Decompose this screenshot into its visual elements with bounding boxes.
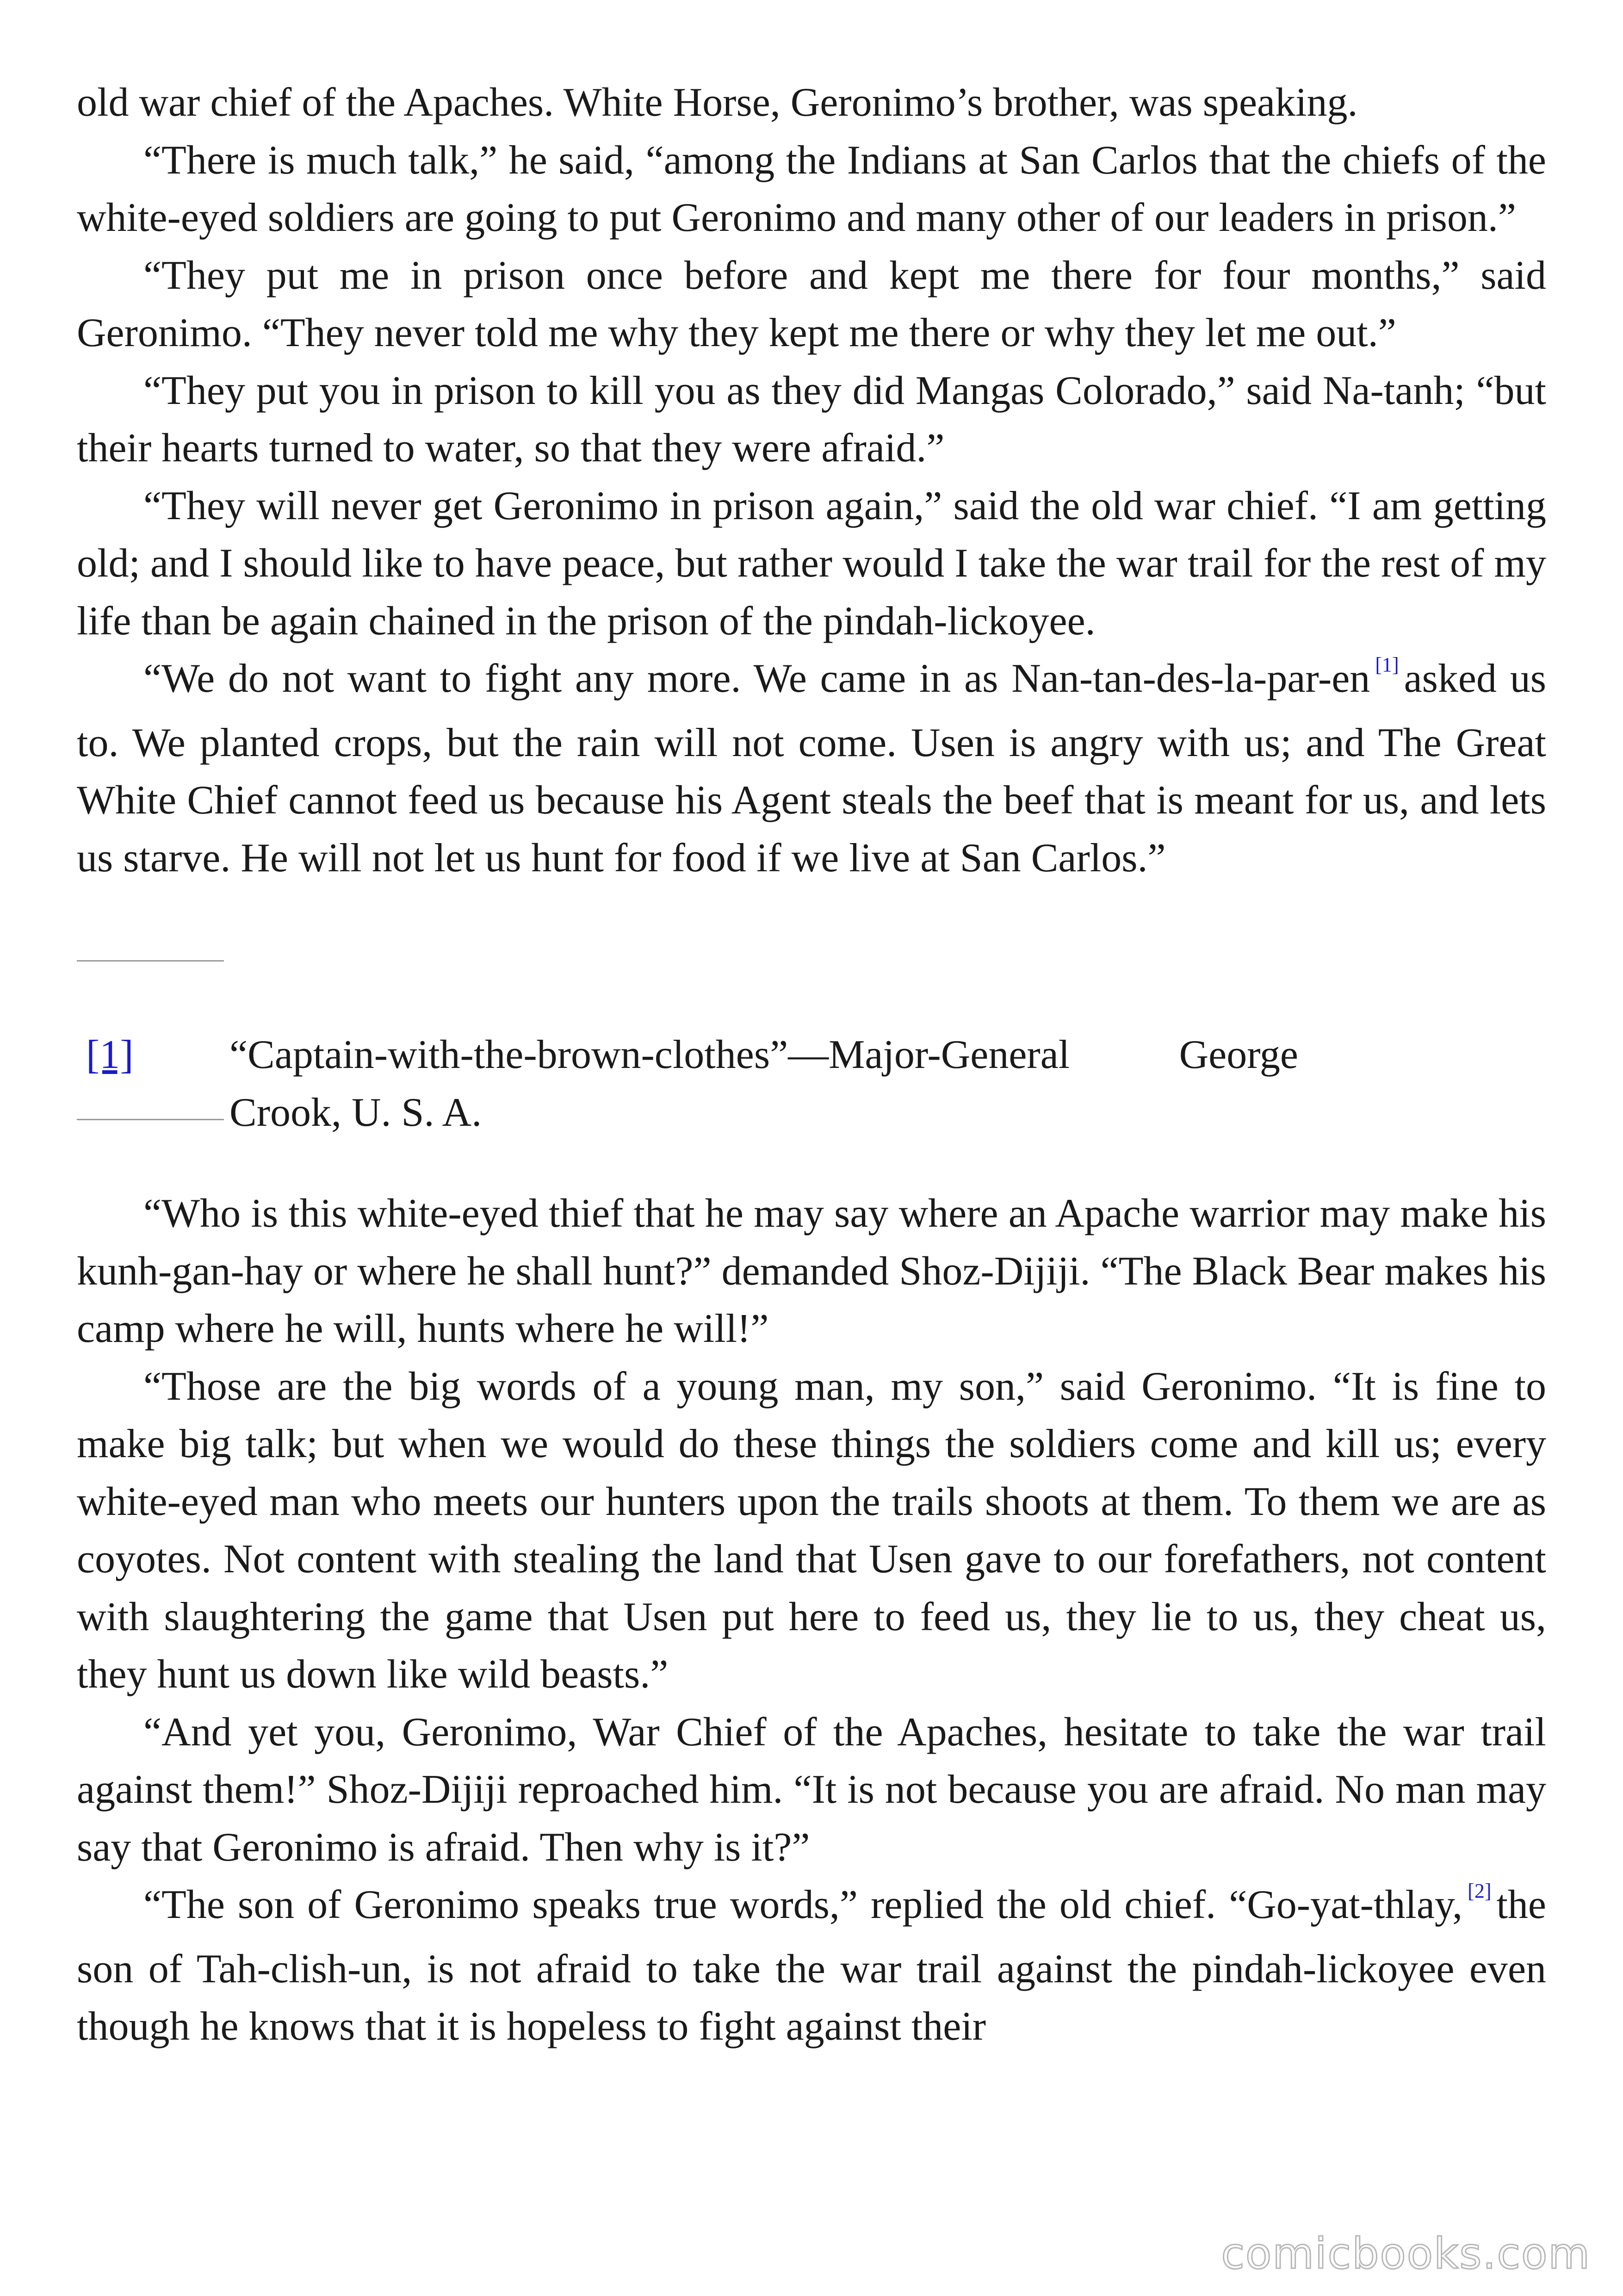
paragraph-text: asked us to. We planted crops, but the rain will not come. Usen is angry with us; and The Great White Chief cannot feed us because his Agent steals the beef that is meant for us, and lets us starve. He will not let us hunt for food if we live at San Carlos.” [77,656,1546,881]
paragraph-text: “We do not want to fight any more. We came in as Nan-tan-des-la-par-en [143,656,1370,701]
paragraph-with-footnote-ref [77,1876,1546,2056]
paragraph: old war chief of the Apaches. White Horse, Geronimo’s brother, was speaking. [77,80,1358,125]
paragraph-with-footnote-ref [77,650,1546,887]
footnote-ref-link[interactable]: [2] [1468,1880,1492,1902]
watermark: comicbooks.com [1221,2229,1591,2278]
footnote-line: “Captain-with-the-brown-clothes”—Major-General [229,1032,1070,1077]
paragraph: “Who is this white-eyed thief that he may say where an Apache warrior may make his kunh-gan-hay or where he shall hunt?” demanded Shoz-Dijiji. “The Black Bear makes his camp where he will, hunts where he will!” [77,1191,1546,1351]
book-page [77,74,1546,2056]
footnote-line: Crook, U. S. A. [229,1090,482,1135]
paragraph: “There is much talk,” he said, “among the Indians at San Carlos that the chiefs of the white-eyed soldiers are going to put Geronimo and many other of our leaders in prison.” [77,137,1546,240]
paragraph-text: the son of Tah-clish-un, is not afraid to take the war trail against the pindah-lickoyee even though he knows that it is hopeless to fight against their [77,1882,1546,2049]
footnote [77,1026,1546,1135]
footnote-divider [77,1119,224,1120]
footnote-backlink[interactable]: [1] [86,1032,134,1077]
paragraph: “And yet you, Geronimo, War Chief of the Apaches, hesitate to take the war trail against them!” Shoz-Dijiji reproached him. “It is not because you are afraid. No man may say that Geronimo is afraid. Then why is it?” [77,1709,1546,1870]
footnote-line: George [1179,1032,1298,1077]
paragraph-text: “The son of Geronimo speaks true words,” replied the old chief. “Go-yat-thlay, [143,1882,1463,1927]
footnote-divider [77,960,224,962]
paragraph: “They will never get Geronimo in prison again,” said the old war chief. “I am getting old; and I should like to have peace, but rather would I take the war trail for the rest of my life than be again chained in the prison of the pindah-lickoyee. [77,483,1546,644]
footnote-ref-link[interactable]: [1] [1375,653,1399,676]
footnote-text [229,1026,1428,1142]
paragraph: “They put me in prison once before and kept me there for four months,” said Geronimo. “They never told me why they kept me there or why they let me out.” [77,253,1546,355]
paragraph: “They put you in prison to kill you as they did Mangas Colorado,” said Na-tanh; “but their hearts turned to water, so that they were afraid.” [77,368,1546,471]
paragraph: “Those are the big words of a young man, my son,” said Geronimo. “It is fine to make big talk; but when we would do these things the soldiers come and kill us; every white-eyed man who meets our hunters upon the trails shoots at them. To them we are as coyotes. Not content with stealing the land that Usen gave to our forefathers, not content with slaughtering the game that Usen put here to feed us, they lie to us, they cheat us, they hunt us down like wild beasts.” [77,1364,1546,1697]
